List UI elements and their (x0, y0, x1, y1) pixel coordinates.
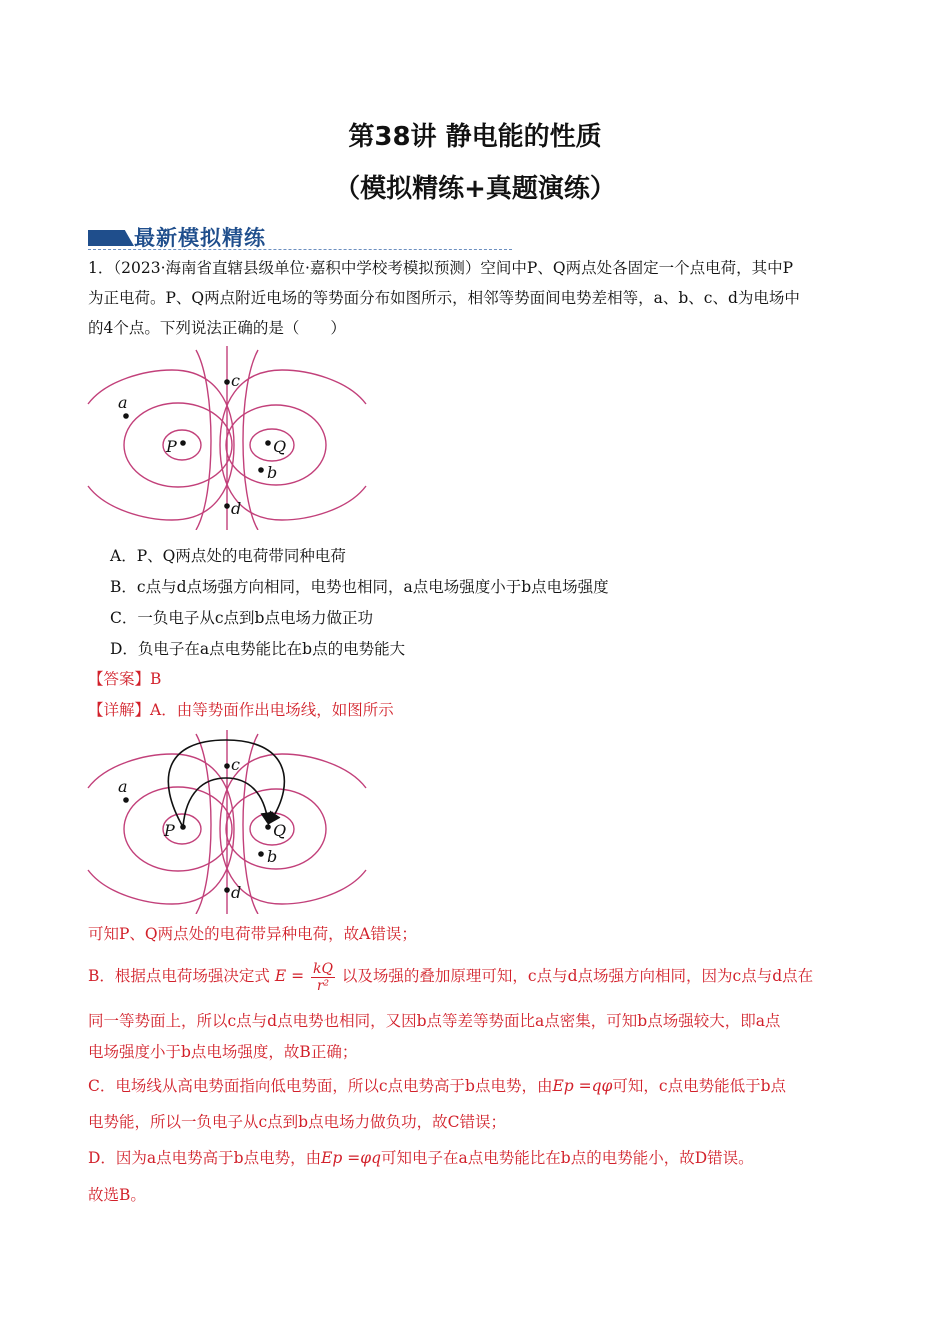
question-line-3: 的4个点。下列说法正确的是（ ） (88, 319, 346, 337)
formula-fraction: $\frac{kQ}{\text{r²}}$ (313, 960, 333, 994)
point-d-dot (224, 503, 230, 509)
label-a: a (118, 393, 128, 412)
q-open-curve (220, 370, 366, 520)
svg-text:b: b (267, 847, 278, 866)
q-equipotential-1 (250, 429, 294, 461)
point-a-dot (123, 413, 129, 419)
page-title: 第38讲 静电能的性质 (348, 122, 602, 152)
question-number: 1． (88, 259, 114, 277)
svg-text:c: c (231, 755, 240, 774)
svg-text:P: P (164, 821, 175, 840)
p-equipotential-2 (124, 403, 232, 487)
point-p-dot (180, 440, 186, 446)
svg-text:Q: Q (273, 821, 287, 840)
section-banner (88, 222, 512, 252)
analysis-b-line-2: 同一等势面上，所以c点与d点电势也相同，又因b点等差等势面比a点密集，可知b点场强较大，即a点 (88, 1012, 781, 1030)
answer-line (88, 664, 868, 694)
field-line-figure (86, 730, 368, 914)
point-b-dot (258, 467, 264, 473)
analysis-final: 故选B。 (88, 1186, 146, 1204)
analysis-a-intro: A．由等势面作出电场线，如图所示 (150, 701, 394, 719)
analysis-b-line-1: B．根据点电荷场强决定式 E = $\frac{kQ}{\text{r²}}$ 以及场强的叠加原理可知，c点与d点场强方向相同，因为c点与d点在 (88, 960, 814, 994)
question-line-2: 为正电荷。P、Q两点附近电场的等势面分布如图所示，相邻等势面间电势差相等，a、b、c、d为电场中 (88, 289, 800, 307)
label-c: c (231, 371, 240, 390)
svg-text:d: d (231, 883, 242, 902)
point-c-dot (224, 379, 230, 385)
equipotential-figure (86, 346, 368, 530)
formula-ep-qphi: Ep =qφ (552, 1077, 613, 1095)
analysis-b-line-3: 电场强度小于b点电场强度，故B正确； (88, 1043, 358, 1061)
label-d: d (231, 499, 242, 518)
analysis-intro (88, 695, 868, 725)
label-q: Q (273, 437, 287, 456)
answer-value: B (150, 670, 162, 688)
answer-tag: 【答案】 (88, 670, 151, 688)
label-p: P (166, 437, 177, 456)
option-b: B．c点与d点场强方向相同，电势也相同，a点电场强度小于b点电场强度 (110, 578, 609, 596)
question-stem (88, 253, 868, 343)
formula-ep-phiq: Ep =φq (321, 1149, 382, 1167)
analysis-d-line: D．因为a点电势高于b点电势，由Ep =φq可知电子在a点电势能比在b点的电势能小，故D错误。 (88, 1149, 754, 1167)
page-subtitle: （模拟精练+真题演练） (334, 174, 616, 204)
p-open-curve (88, 370, 234, 520)
option-a: A．P、Q两点处的电荷带同种电荷 (110, 547, 346, 565)
formula-e-lhs: E = (274, 967, 305, 985)
question-line-1: （2023·海南省直辖县级单位·嘉积中学校考模拟预测）空间中P、Q两点处各固定一个点电荷，其中P (113, 259, 793, 277)
option-c: C．一负电子从c点到b点电场力做正功 (110, 609, 373, 627)
section-bar-decoration (88, 230, 134, 246)
section-underline (88, 249, 512, 250)
label-b: b (267, 463, 278, 482)
point-q-dot (265, 440, 271, 446)
analysis-tag: 【详解】 (88, 701, 151, 719)
svg-text:a: a (118, 777, 128, 796)
analysis-c-line-2: 电势能，所以一负电子从c点到b点电场力做负功，故C错误； (88, 1113, 506, 1131)
analysis-a-conclusion: 可知P、Q两点处的电荷带异种电荷，故A错误； (88, 925, 417, 943)
analysis-c-line-1: C．电场线从高电势面指向低电势面，所以c点电势高于b点电势，由Ep =qφ可知，c点电势能低于b点 (88, 1077, 787, 1095)
section-label: 最新模拟精练 (134, 226, 266, 250)
option-d: D．负电子在a点电势能比在b点的电势能大 (110, 640, 406, 658)
